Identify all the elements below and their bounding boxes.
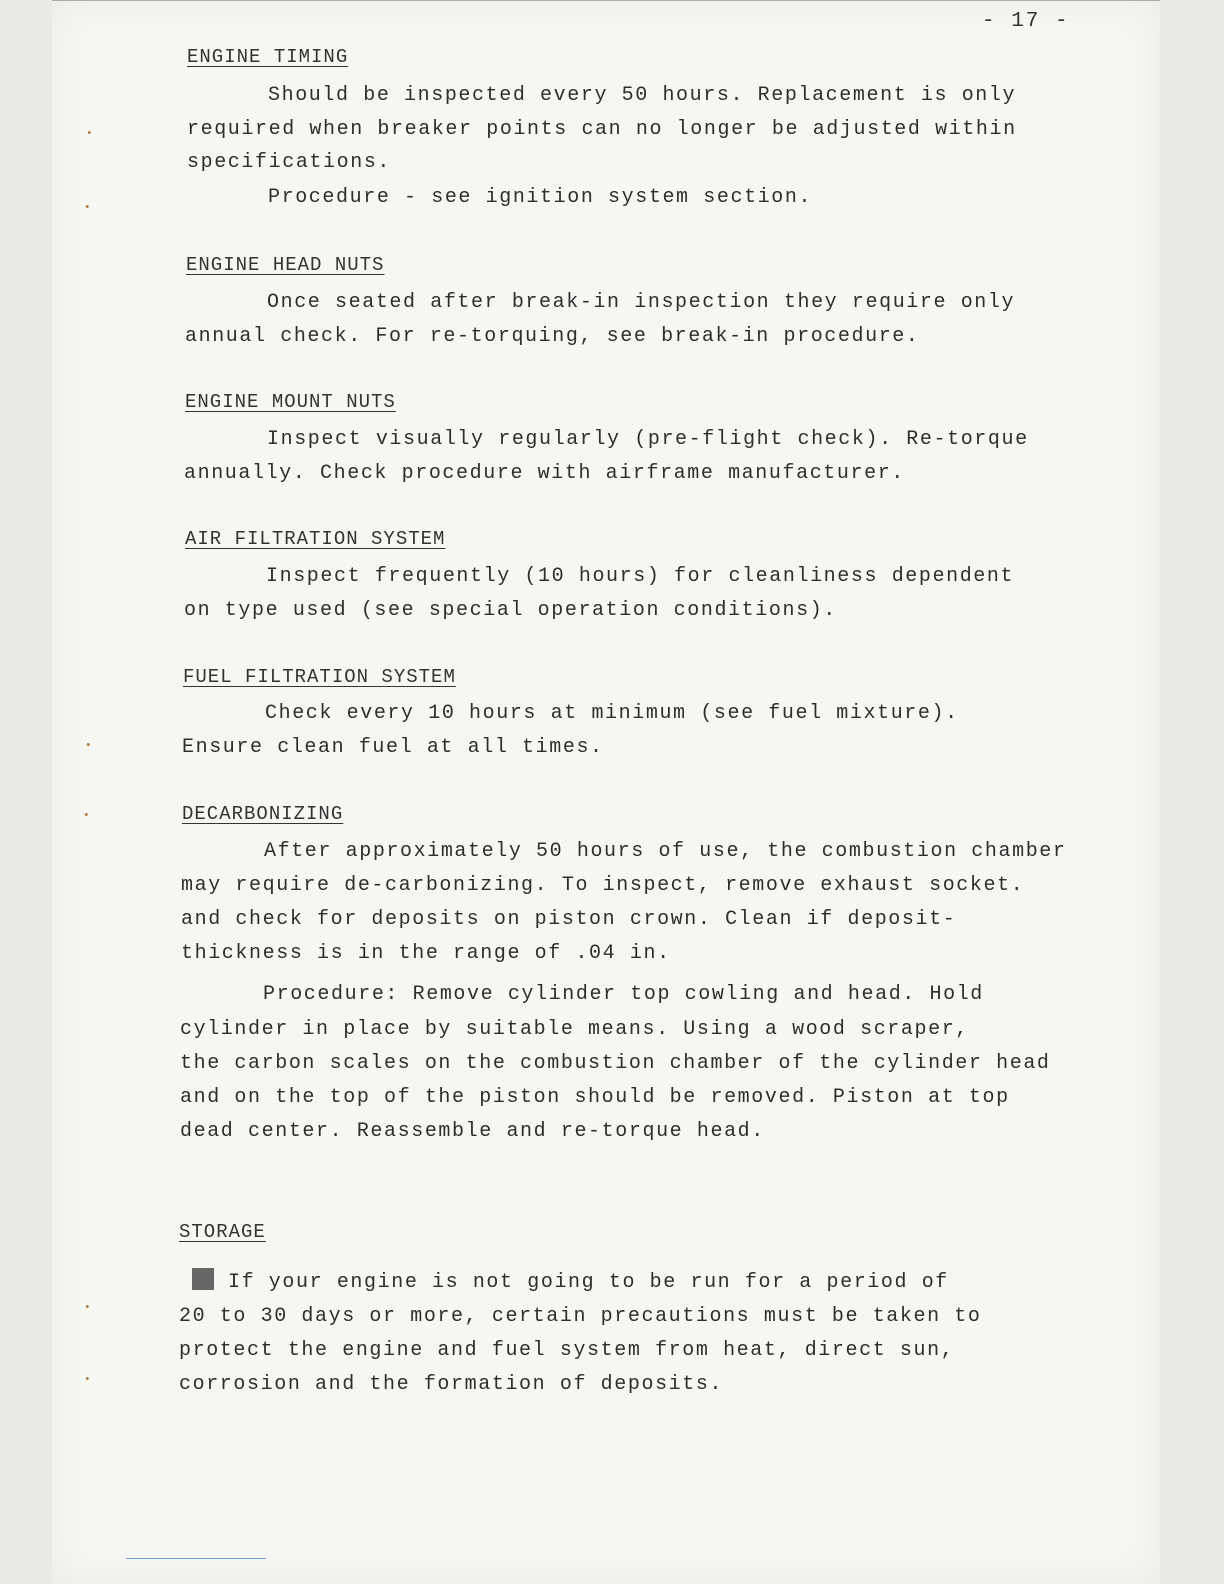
text-line: required when breaker points can no longer be adjusted within (187, 118, 1017, 141)
margin-speck: • (86, 128, 93, 140)
blue-rule (126, 1558, 266, 1559)
storage-first-line (192, 1268, 949, 1294)
heading-engine-mount-nuts: ENGINE MOUNT NUTS (185, 391, 396, 413)
page-number: - 17 - (982, 10, 1070, 33)
margin-speck: • (84, 1302, 91, 1314)
text-line: dead center. Reassemble and re-torque head. (180, 1120, 765, 1143)
text-line: Procedure: Remove cylinder top cowling and head. Hold (263, 983, 984, 1006)
text-line: specifications. (187, 151, 392, 174)
text-line: After approximately 50 hours of use, the combustion chamber (264, 840, 1067, 863)
heading-fuel-filtration-system: FUEL FILTRATION SYSTEM (183, 666, 456, 688)
text-line: Should be inspected every 50 hours. Replacement is only (268, 84, 1017, 107)
text-line: cylinder in place by suitable means. Using a wood scraper, (180, 1018, 969, 1041)
text-line: Inspect visually regularly (pre-flight check). Re-torque (267, 428, 1029, 451)
text-line: annually. Check procedure with airframe manufacturer. (184, 462, 905, 485)
text-line: on type used (see special operation conditions). (184, 599, 837, 622)
text-line: and on the top of the piston should be removed. Piston at top (180, 1086, 1010, 1109)
margin-speck: • (84, 1374, 91, 1386)
text-line: and check for deposits on piston crown. Clean if deposit- (181, 908, 957, 931)
heading-engine-head-nuts: ENGINE HEAD NUTS (186, 254, 385, 276)
text-line: Ensure clean fuel at all times. (182, 736, 604, 759)
heading-decarbonizing: DECARBONIZING (182, 803, 344, 825)
text-line: Check every 10 hours at minimum (see fuel mixture). (265, 702, 959, 725)
text-line: annual check. For re-torquing, see break-in procedure. (185, 325, 920, 348)
text-line: Once seated after break-in inspection they require only (267, 291, 1016, 314)
document-page (52, 0, 1160, 1584)
heading-air-filtration-system: AIR FILTRATION SYSTEM (185, 528, 446, 550)
heading-engine-timing: ENGINE TIMING (187, 46, 349, 68)
text-line: Procedure - see ignition system section. (268, 186, 813, 209)
text-line: thickness is in the range of .04 in. (181, 942, 671, 965)
heading-storage: STORAGE (179, 1221, 266, 1243)
text-line: protect the engine and fuel system from heat, direct sun, (179, 1339, 955, 1362)
text-line: corrosion and the formation of deposits. (179, 1373, 724, 1396)
margin-speck: • (85, 740, 92, 752)
margin-speck: • (84, 202, 91, 214)
text-line: If your engine is not going to be run for a period of (228, 1271, 949, 1294)
text-line: 20 to 30 days or more, certain precautions must be taken to (179, 1305, 982, 1328)
text-line: may require de-carbonizing. To inspect, remove exhaust socket. (181, 874, 1025, 897)
margin-speck: • (83, 810, 90, 822)
text-line: the carbon scales on the combustion chamber of the cylinder head (180, 1052, 1051, 1075)
text-line: Inspect frequently (10 hours) for cleanliness dependent (266, 565, 1015, 588)
filled-square-icon (192, 1268, 214, 1290)
page-top-edge (52, 0, 1160, 1)
